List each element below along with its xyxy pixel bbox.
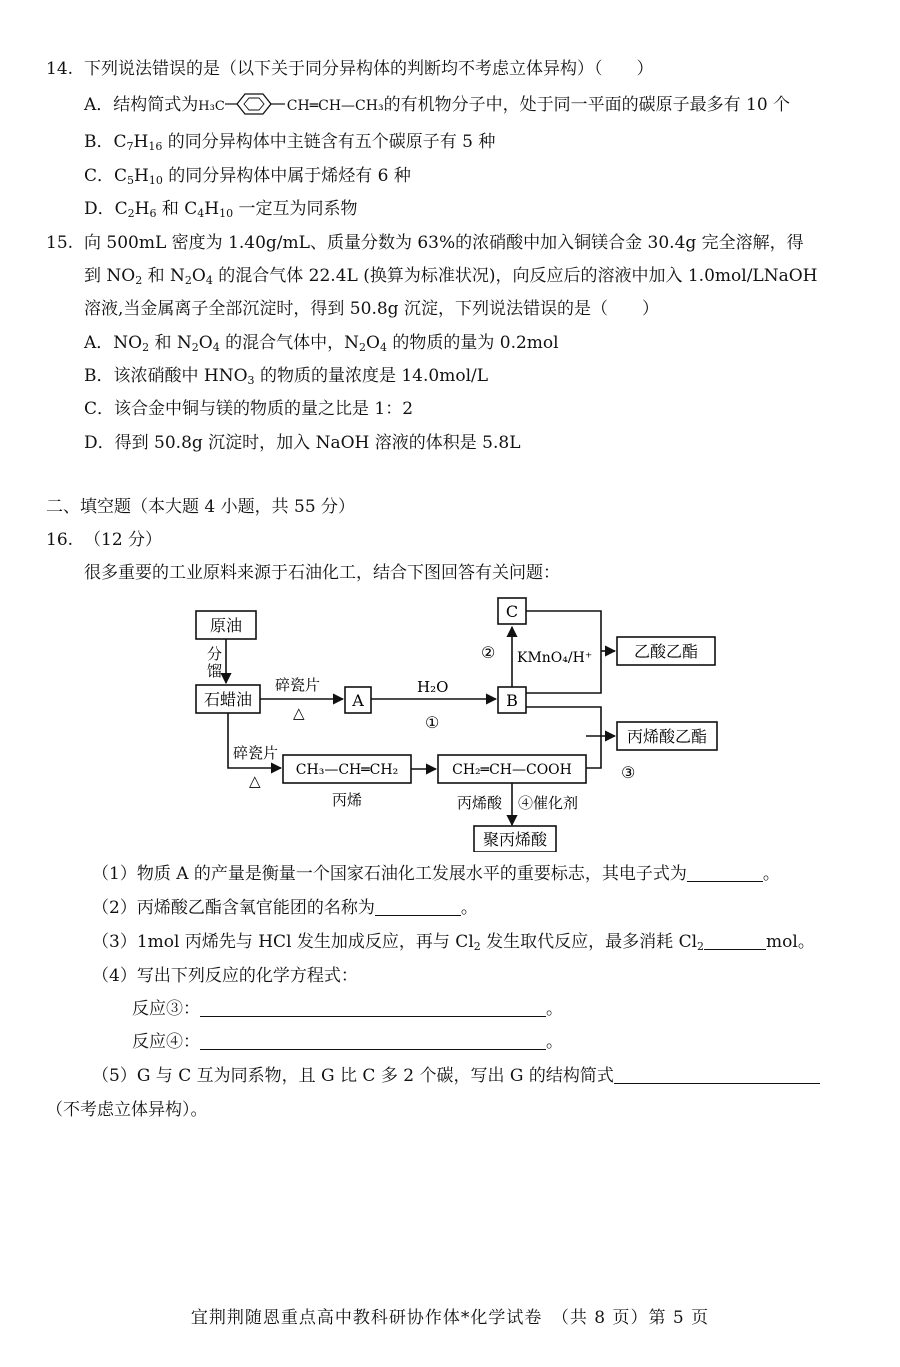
water-label: H₂O bbox=[417, 678, 449, 696]
heat-symbol-1: △ bbox=[293, 704, 305, 722]
propene-name: 丙烯 bbox=[331, 791, 363, 809]
step-4-label: ④催化剂 bbox=[518, 794, 579, 812]
answer-blank-1[interactable] bbox=[687, 863, 763, 882]
question-number: 16. bbox=[46, 530, 74, 550]
formula-left: H₃C bbox=[198, 99, 225, 114]
answer-blank-r4[interactable] bbox=[200, 1031, 546, 1050]
question-stem: 下列说法错误的是（以下关于同分异构体的判断均不考虑立体异构）（ ） bbox=[84, 59, 654, 79]
option-a bbox=[84, 92, 790, 119]
option-d: D．得到 50.8g 沉淀时，加入 NaOH 溶液的体积是 5.8L bbox=[84, 433, 521, 453]
ethyl-acetate-label: 乙酸乙酯 bbox=[633, 642, 699, 661]
answer-blank-r3[interactable] bbox=[200, 998, 546, 1017]
fractionate-label-1: 分 bbox=[207, 645, 223, 663]
option-d: D．$C_2H_6$ 和 $C_4H_{10}$ 一定互为同系物 bbox=[84, 199, 358, 220]
flow-diagram bbox=[185, 592, 725, 852]
answer-blank-2[interactable] bbox=[375, 897, 461, 916]
option-d-text: 一定互为同系物 bbox=[238, 199, 358, 219]
reaction-4-line: 反应④： 。 bbox=[132, 1032, 563, 1052]
answer-blank-3[interactable] bbox=[704, 931, 766, 950]
option-c: C．该合金中铜与镁的物质的量之比是 1：2 bbox=[84, 399, 414, 419]
option-a-prefix: A．结构简式为 bbox=[84, 95, 199, 115]
option-c-text: 的同分异构体中属于烯烃有 6 种 bbox=[168, 166, 411, 186]
section-heading: 二、填空题（本大题 4 小题，共 55 分） bbox=[46, 497, 356, 517]
answer-blank-5[interactable] bbox=[614, 1065, 820, 1084]
ethyl-acrylate-label: 丙烯酸乙酯 bbox=[626, 727, 708, 746]
subquestion-3: （3）1mol 丙烯先与 HCl 发生加成反应，再与 $Cl_2$ 发生取代反应，最多消耗 $Cl_2$ mol。 bbox=[92, 932, 815, 953]
subquestion-2: （2）丙烯酸乙酯含氧官能团的名称为 。 bbox=[92, 898, 478, 918]
step-3-label: ③ bbox=[621, 763, 636, 782]
option-d-and: 和 bbox=[161, 199, 179, 219]
option-b: B．该浓硝酸中 $HNO_3$ 的物质的量浓度是 14.0mol/L bbox=[84, 366, 489, 387]
formula-right: CH═CH—CH₃ bbox=[286, 98, 384, 114]
box-b-label: B bbox=[506, 691, 518, 710]
question-score: （12 分） bbox=[84, 530, 163, 550]
benzene-ring-icon bbox=[225, 92, 287, 116]
question-stem-line3: 溶液,当金属离子全部沉淀时，得到 50.8g 沉淀，下列说法错误的是（ ） bbox=[84, 299, 659, 319]
acrylic-acid-formula: CH₂═CH—COOH bbox=[452, 762, 572, 778]
paraffin-oil-label: 石蜡油 bbox=[203, 690, 253, 709]
subquestion-5-tail: （不考虑立体异构）。 bbox=[46, 1100, 208, 1120]
option-b: B．$C_7H_{16}$ 的同分异构体中主链含有五个碳原子有 5 种 bbox=[84, 132, 496, 153]
fractionate-label-2: 馏 bbox=[207, 662, 223, 680]
porcelain-label-2: 碎瓷片 bbox=[233, 744, 279, 762]
option-a-suffix: 的有机物分子中，处于同一平面的碳原子最多有 10 个 bbox=[383, 95, 791, 115]
box-c-label: C bbox=[505, 602, 519, 621]
page-footer: 宜荆荆随恩重点高中教科研协作体*化学试卷 （共 8 页）第 5 页 bbox=[190, 1308, 710, 1328]
question-number: 14. bbox=[46, 59, 74, 79]
option-c: C．$C_5H_{10}$ 的同分异构体中属于烯烃有 6 种 bbox=[84, 166, 411, 187]
oxidant-label: KMnO₄/H⁺ bbox=[517, 650, 593, 666]
step-2-label: ② bbox=[481, 643, 496, 662]
subquestion-5: （5）G 与 C 互为同系物，且 G 比 C 多 2 个碳，写出 G 的结构简式 bbox=[92, 1064, 820, 1088]
question-stem-line1: 向 500mL 密度为 1.40g/mL、质量分数为 63%的浓硝酸中加入铜镁合金 30.4g 完全溶解，得 bbox=[84, 233, 804, 253]
subquestion-4: （4）写出下列反应的化学方程式： bbox=[92, 966, 358, 986]
reaction-3-line: 反应③： 。 bbox=[132, 999, 563, 1019]
acrylic-acid-name: 丙烯酸 bbox=[457, 794, 503, 812]
option-a: A．$NO_2$ 和 $N_2O_4$ 的混合气体中，$N_2O_4$ 的物质的量为 0.2mol bbox=[84, 333, 559, 354]
subquestion-1: （1）物质 A 的产量是衡量一个国家石油化工发展水平的重要标志，其电子式为 。 bbox=[92, 864, 780, 884]
propene-formula: CH₃—CH═CH₂ bbox=[295, 762, 399, 778]
box-a-label: A bbox=[352, 691, 364, 710]
polyacrylic-acid-label: 聚丙烯酸 bbox=[482, 830, 548, 849]
question-stem-line2: 到 $NO_2$ 和 $N_2O_4$ 的混合气体 22.4L (换算为标准状况)，向反应后的溶液中加入 1.0mol/LNaOH bbox=[84, 266, 818, 287]
crude-oil-label: 原油 bbox=[209, 616, 243, 635]
heat-symbol-2: △ bbox=[249, 772, 261, 790]
option-b-text: 的同分异构体中主链含有五个碳原子有 5 种 bbox=[167, 132, 496, 152]
porcelain-label-1: 碎瓷片 bbox=[275, 676, 321, 694]
question-number: 15. bbox=[46, 233, 74, 253]
question-intro: 很多重要的工业原料来源于石油化工，结合下图回答有关问题： bbox=[84, 563, 560, 583]
step-1-label: ① bbox=[425, 713, 440, 732]
